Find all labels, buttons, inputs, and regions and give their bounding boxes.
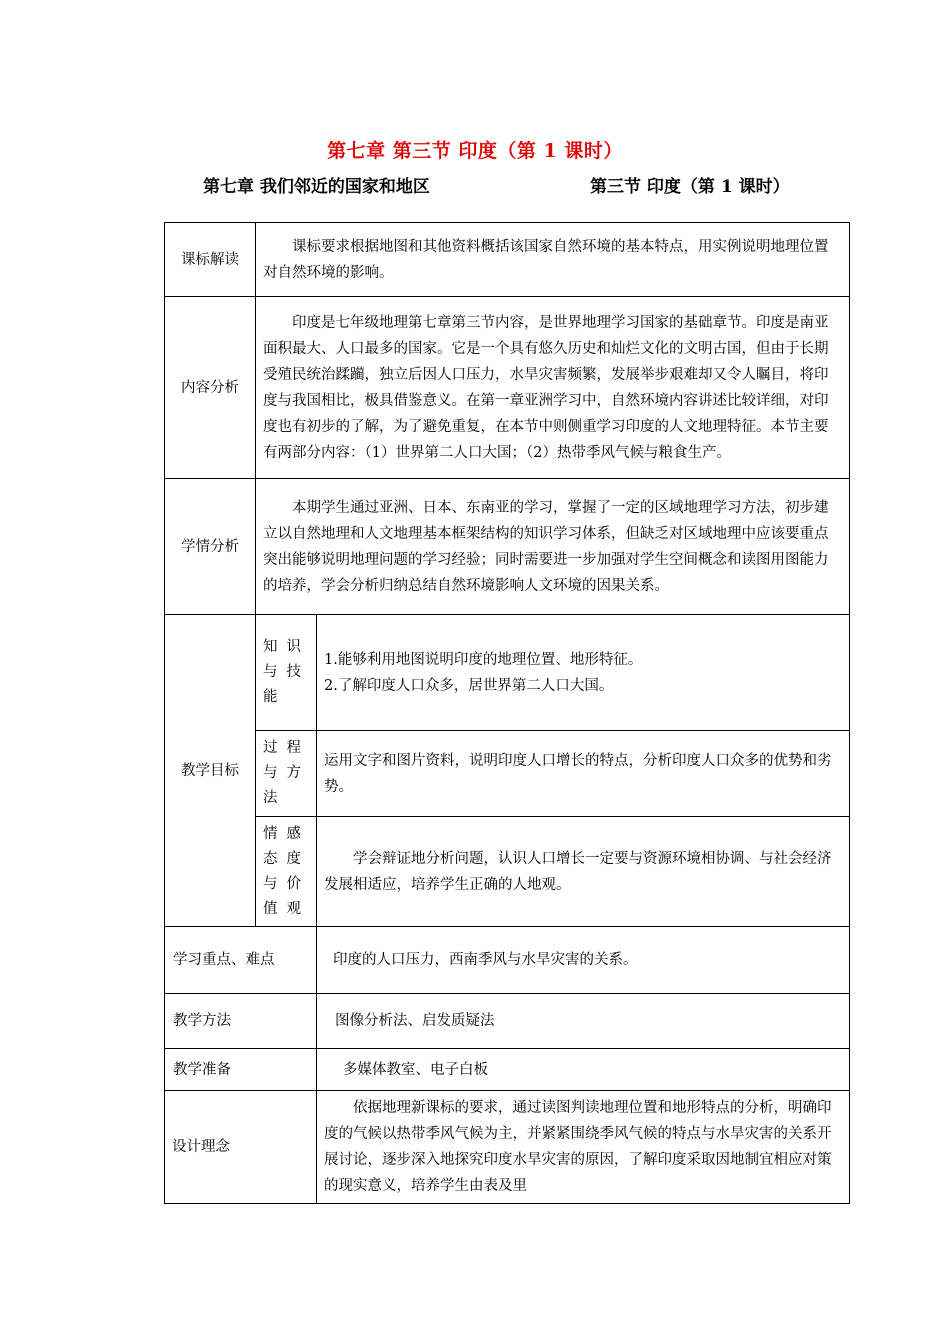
learners-text: 本期学生通过亚洲、日本、东南亚的学习，掌握了一定的区域地理学习方法，初步建立以自然地理和人文地理基本框架结构的知识学习体系，但缺乏对区域地理中应该要重点突出能够说明地理问题的学习经验；同时需要进一步加强对学生空间概念和读图用图能力的培养，学会分析归纳总结自然环境影响人文环境的因果关系。 [263, 499, 829, 594]
learners-label: 学情分析 [165, 479, 256, 615]
knowledge-label: 知 识 与 技 能 [256, 615, 317, 731]
preparation-text: 多媒体教室、电子白板 [343, 1061, 488, 1078]
row-learners [165, 479, 850, 615]
key-points-label: 学习重点、难点 [165, 927, 317, 994]
process-cell [317, 731, 850, 817]
content-cell [256, 297, 850, 479]
objectives-label: 教学目标 [165, 615, 256, 927]
methods-text: 图像分析法、启发质疑法 [335, 1013, 495, 1029]
row-preparation [165, 1049, 850, 1091]
learners-cell [256, 479, 850, 615]
curriculum-cell [256, 223, 850, 297]
design-text: 依据地理新课标的要求，通过读图判读地理位置和地形特点的分析，明确印度的气候以热带季风气候为主，并紧紧围绕季风气候的特点与水旱灾害的关系开展讨论，逐步深入地探究印度水旱灾害的原因，了解印度采取因地制宜相应对策的现实意义，培养学生由表及里 [324, 1100, 832, 1194]
row-methods [165, 994, 850, 1049]
row-objective-emotion [165, 817, 850, 927]
process-text: 运用文字和图片资料，说明印度人口增长的特点，分析印度人口众多的优势和劣势。 [324, 752, 832, 795]
key-points-cell [317, 927, 850, 994]
methods-label: 教学方法 [165, 994, 317, 1049]
row-objective-knowledge [165, 615, 850, 731]
process-label: 过 程 与 方 法 [256, 731, 317, 817]
preparation-cell [317, 1049, 850, 1091]
row-content [165, 297, 850, 479]
curriculum-text: 课标要求根据地图和其他资料概括该国家自然环境的基本特点，用实例说明地理位置对自然环境的影响。 [263, 238, 829, 281]
lesson-plan-table [164, 222, 850, 1204]
methods-cell [317, 994, 850, 1049]
document-title: 第七章 第三节 印度（第 1 课时） [327, 140, 623, 162]
emotion-text: 学会辩证地分析问题，认识人口增长一定要与资源环境相协调、与社会经济发展相适应，培养学生正确的人地观。 [324, 850, 832, 893]
chapter-subtitle: 第七章 我们邻近的国家和地区 [203, 177, 430, 197]
knowledge-cell [317, 615, 850, 731]
content-label: 内容分析 [165, 297, 256, 479]
emotion-label: 情 感 态 度 与 价 值观 [256, 817, 317, 927]
design-cell [317, 1091, 850, 1204]
row-curriculum [165, 223, 850, 297]
row-design [165, 1091, 850, 1204]
content-text: 印度是七年级地理第七章第三节内容，是世界地理学习国家的基础章节。印度是南亚面积最大、人口最多的国家。它是一个具有悠久历史和灿烂文化的文明古国，但由于长期受殖民统治蹂躏，独立后因人口压力，水旱灾害频繁，发展举步艰难却又令人瞩目，将印度与我国相比，极具借鉴意义。在第一章亚洲学习中，自然环境内容讲述比较详细，对印度也有初步的了解，为了避免重复，在本节中则侧重学习印度的人文地理特征。本节主要有两部分内容：（1）世界第二人口大国；（2）热带季风气候与粮食生产。 [263, 314, 829, 461]
section-subtitle: 第三节 印度（第 1 课时） [590, 177, 790, 197]
knowledge-item: 1.能够利用地图说明印度的地理位置、地形特征。 [324, 651, 643, 668]
row-key-points [165, 927, 850, 994]
design-label: 设计理念 [165, 1091, 317, 1204]
preparation-label: 教学准备 [165, 1049, 317, 1091]
knowledge-item: 2.了解印度人口众多，居世界第二人口大国。 [324, 677, 614, 694]
emotion-cell [317, 817, 850, 927]
curriculum-label: 课标解读 [165, 223, 256, 297]
row-objective-process [165, 731, 850, 817]
key-points-text: 印度的人口压力，西南季风与水旱灾害的关系。 [333, 952, 638, 968]
